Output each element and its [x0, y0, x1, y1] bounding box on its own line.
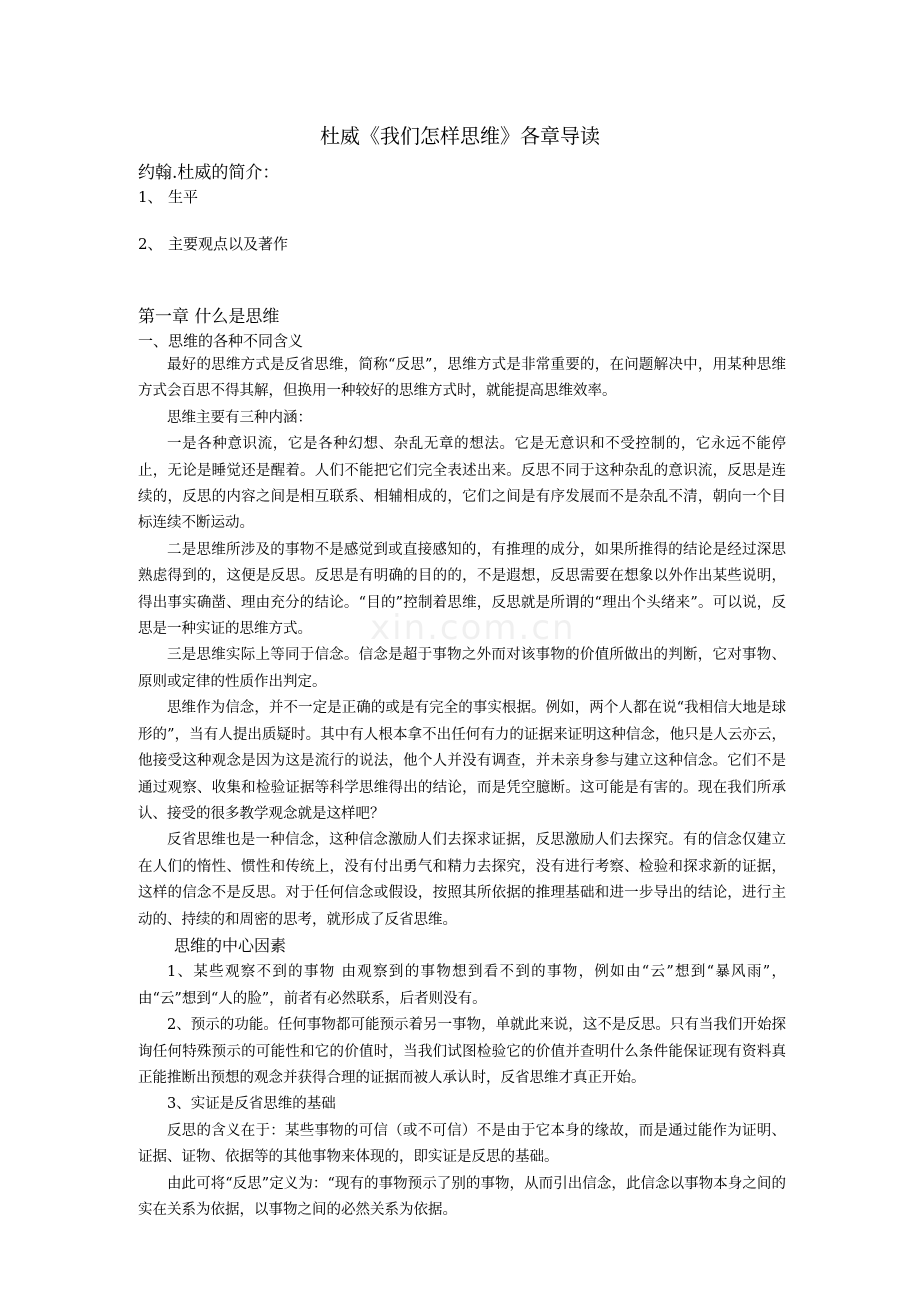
paragraph: 思维主要有三种内涵： — [167, 409, 312, 426]
intro-item-text: 主要观点以及著作 — [168, 235, 289, 253]
paragraph: 2、预示的功能。任何事物都可能预示着另一事物，单就此来说，这不是反思。只有当我们开始探询任何特殊预示的可能性和它的价值时，当我们试图检验它的价值并查明什么条件能保证现有资料真正能推断出预想的观念并获得合理的证据而被人承认时，反省思维才真正开始。 — [138, 1017, 786, 1086]
paragraph: 反思的含义在于：某些事物的可信（或不可信）不是由于它本身的缘故，而是通过能作为证明、证据、证物、依据等的其他事物来体现的，即实证是反思的基础。 — [138, 1122, 786, 1166]
intro-heading: 约翰.杜威的简介： — [138, 163, 280, 183]
paragraph: 最好的思维方式是反省思维，简称“反思”，思维方式是非常重要的，在问题解决中，用某种思维方式会百思不得其解，但换用一种较好的思维方式时，就能提高思维效率。 — [138, 357, 786, 400]
paragraph: 思维作为信念，并不一定是正确的或是有完全的事实根据。例如，两个人都在说“我相信大地是球形的”，当有人提出质疑时。其中有人根本拿不出任何有力的证据来证明这种信念，他只是人云亦云，他接受这种观念是因为这是流行的说法，他个人并没有调查，并未亲身参与建立这种信念。它们不是通过观察、收集和检验证据等科学思维得出的结论，而是凭空臆断。这可能是有害的。现在我们所承认、接受的很多教学观念就是这样吧？ — [138, 700, 786, 822]
chapter-body — [138, 352, 786, 1223]
paragraph: 三是思维实际上等同于信念。信念是超于事物之外而对该事物的价值所做出的判断，它对事物、原则或定律的性质作出判定。 — [138, 647, 786, 690]
paragraph: 3、实证是反省思维的基础 — [167, 1096, 336, 1113]
intro-item-biography — [138, 186, 198, 208]
document-title: 杜威《我们怎样思维》各章导读 — [320, 124, 600, 148]
watermark: xin.com.cn — [370, 608, 576, 648]
intro-item-number: 2、 — [138, 235, 163, 253]
section-title: 一、思维的各种不同含义 — [138, 332, 304, 350]
paragraph: 反省思维也是一种信念，这种信念激励人们去探求证据，反思激励人们去探究。有的信念仅建立在人们的惰性、惯性和传统上，没有付出勇气和精力去探究，没有进行考察、检验和探求新的证据，这样的信念不是反思。对于任何信念或假设，按照其所依据的推理基础和进一步导出的结论，进行主动的、持续的和周密的思考，就形成了反省思维。 — [138, 832, 786, 928]
chapter-title: 第一章 什么是思维 — [138, 307, 280, 327]
paragraph: 二是思维所涉及的事物不是感觉到或直接感知的，有推理的成分，如果所推得的结论是经过深思熟虑得到的，这便是反思。反思是有明确的目的的，不是遐想，反思需要在想象以外作出某些说明，得出事实确凿、理由充分的结论。“目的”控制着思维，反思就是所谓的“理出个头绪来”。可以说，反思是一种实证的思维方式。 — [138, 541, 786, 638]
paragraph: 1、某些观察不到的事物 由观察到的事物想到看不到的事物，例如由“云”想到“暴风雨”，由“云”想到“人的脸”，前者有必然联系，后者则没有。 — [138, 964, 786, 1007]
intro-item-text: 生平 — [168, 188, 199, 206]
intro-item-works — [138, 233, 288, 255]
paragraph: 一是各种意识流，它是各种幻想、杂乱无章的想法。它是无意识和不受控制的，它永远不能停止，无论是睡觉还是醒着。人们不能把它们完全表述出来。反思不同于这种杂乱的意识流，反思是连续的，反思的内容之间是相互联系、相辅相成的，它们之间是有序发展而不是杂乱不清，朝向一个目标连续不断运动。 — [138, 436, 786, 532]
intro-item-number: 1、 — [138, 188, 163, 206]
central-factors-heading: 思维的中心因素 — [174, 935, 287, 955]
paragraph: 由此可将“反思”定义为：“现有的事物预示了别的事物，从而引出信念，此信念以事物本身之间的实在关系为依据，以事物之间的必然关系为依据。 — [138, 1175, 786, 1218]
